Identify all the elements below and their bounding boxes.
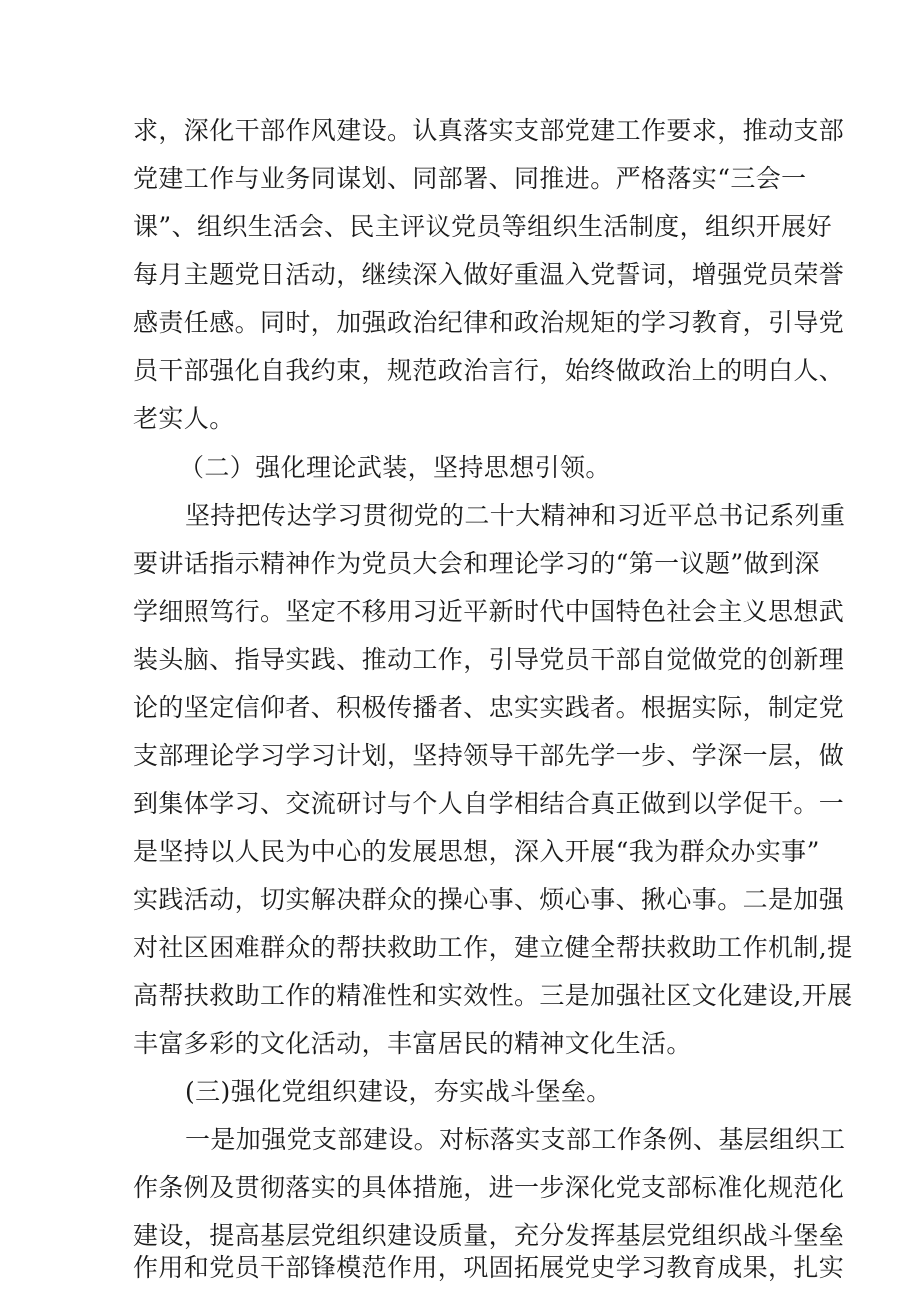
paragraph-line: 坚持把传达学习贯彻党的二十大精神和习近平总书记系列重 bbox=[185, 501, 846, 530]
paragraph-line: 高帮扶救助工作的精准性和实效性。三是加强社区文化建设,开展 bbox=[133, 981, 853, 1010]
paragraph-line: 一是加强党支部建设。对标落实支部工作条例、基层组织工 bbox=[185, 1125, 846, 1154]
paragraph-line: 丰富多彩的文化活动，丰富居民的精神文化生活。 bbox=[133, 1029, 692, 1058]
paragraph-line: 支部理论学习学习计划，坚持领导干部先学一步、学深一层，做 bbox=[133, 741, 845, 770]
paragraph-line: 论的坚定信仰者、积极传播者、忠实实践者。根据实际，制定党 bbox=[133, 693, 845, 722]
paragraph-line: 对社区困难群众的帮扶救助工作，建立健全帮扶救助工作机制,提 bbox=[133, 933, 853, 962]
paragraph-line: 作条例及贯彻落实的具体措施，进一步深化党支部标准化规范化 bbox=[133, 1173, 845, 1202]
paragraph-line: 求，深化干部作风建设。认真落实支部党建工作要求，推动支部 bbox=[133, 116, 845, 145]
paragraph-line: 感责任感。同时，加强政治纪律和政治规矩的学习教育，引导党 bbox=[133, 308, 845, 337]
paragraph-line: 建设，提高基层党组织建设质量，充分发挥基层党组织战斗堡垒 bbox=[133, 1221, 845, 1250]
paragraph-line: 党建工作与业务同谋划、同部署、同推进。严格落实“三会一 bbox=[133, 164, 807, 193]
paragraph-line: 实践活动，切实解决群众的操心事、烦心事、揪心事。二是加强 bbox=[133, 885, 845, 914]
section-heading-2: （二）强化理论武装，坚持思想引领。 bbox=[179, 453, 611, 482]
paragraph-line: 装头脑、指导实践、推动工作，引导党员干部自觉做党的创新理 bbox=[133, 645, 845, 674]
paragraph-line: 作用和党员干部锋模范作用，巩固拓展党史学习教育成果，扎实 bbox=[133, 1253, 845, 1282]
paragraph-line: 员干部强化自我约束，规范政治言行，始终做政治上的明白人、 bbox=[133, 356, 845, 385]
paragraph-line: 老实人。 bbox=[133, 404, 235, 433]
paragraph-line: 到集体学习、交流研讨与个人自学相结合真正做到以学促干。一 bbox=[133, 789, 845, 818]
paragraph-line: 是坚持以人民为中心的发展思想，深入开展“我为群众办实事” bbox=[133, 837, 820, 866]
paragraph-line: 要讲话指示精神作为党员大会和理论学习的“第一议题”做到深 bbox=[133, 549, 820, 578]
paragraph-line: 学细照笃行。坚定不移用习近平新时代中国特色社会主义思想武 bbox=[133, 597, 845, 626]
paragraph-line: 课”、组织生活会、民主评议党员等组织生活制度，组织开展好 bbox=[133, 212, 832, 241]
section-heading-3: (三)强化党组织建设，夯实战斗堡垒。 bbox=[185, 1077, 612, 1106]
paragraph-line: 每月主题党日活动，继续深入做好重温入党誓词，增强党员荣誉 bbox=[133, 260, 845, 289]
